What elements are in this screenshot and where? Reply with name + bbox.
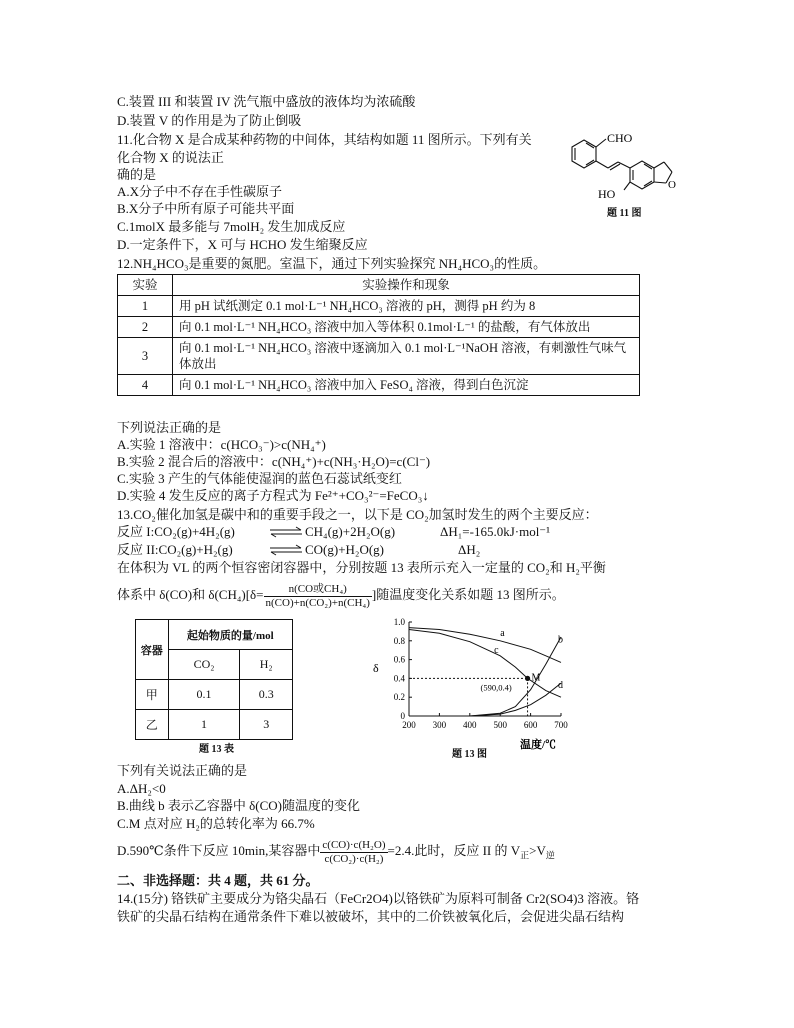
- delta-def-suffix: ]随温度变化关系如题 13 图所示。: [371, 587, 565, 602]
- q14-stem-2: 铁矿的尖晶石结构在通常条件下难以被破坏，其中的二价铁被氧化后，会促进尖晶石结构: [117, 909, 625, 924]
- container-header: 容器: [136, 620, 169, 680]
- table-row: [118, 375, 640, 396]
- section-2-title: 二、非选择题：共 4 题，共 61 分。: [117, 873, 319, 888]
- table-row: [118, 296, 640, 317]
- q13-option-b: B.曲线 b 表示乙容器中 δ(CO)随温度的变化: [117, 798, 361, 813]
- y-tick-label: 1.0: [393, 617, 405, 627]
- table-cell: 1: [168, 710, 240, 740]
- series-c-label: c: [494, 645, 499, 657]
- table-cell: 3: [240, 710, 293, 740]
- table-cell: 0.1: [168, 680, 240, 710]
- table-row: [136, 680, 293, 710]
- q12-option-a: A.实验 1 溶液中：c(HCO₃⁻)>c(NH₄⁺): [117, 437, 326, 452]
- q12-option-d: D.实验 4 发生反应的离子方程式为 Fe²⁺+CO₃²⁻=FeCO₃↓: [117, 488, 429, 503]
- x-tick-label: 400: [463, 720, 477, 730]
- table-header: 实验: [118, 275, 173, 296]
- table-cell: 乙: [136, 710, 169, 740]
- option-d-q10: D.装置 V 的作用是为了防止倒吸: [117, 113, 302, 128]
- equilibrium-arrow-icon: [268, 526, 304, 538]
- h2-header: H₂: [240, 650, 293, 680]
- x-tick-label: 700: [554, 720, 568, 730]
- equilibrium-arrow-icon: [268, 544, 304, 556]
- q11-stem-3: 确的是: [117, 167, 157, 182]
- table-cell: 1: [118, 296, 173, 317]
- q13-option-a: A.ΔH₂<0: [117, 781, 166, 796]
- table-cell: 向 0.1 mol·L⁻¹ NH₄HCO₃ 溶液中加入 FeSO₄ 溶液，得到白色沉淀: [173, 375, 640, 396]
- amount-header: 起始物质的量/mol: [168, 620, 292, 650]
- table-cell: 0.3: [240, 680, 293, 710]
- q11-option-d: D.一定条件下，X 可与 HCHO 发生缩聚反应: [117, 237, 368, 252]
- x-tick-label: 200: [402, 720, 416, 730]
- delta-def-prefix: 体系中 δ(CO)和 δ(CH₄)[δ=: [117, 587, 264, 602]
- series-a-label: a: [500, 628, 505, 640]
- point-m-annotation: (590,0.4): [480, 682, 512, 693]
- y-axis-label: δ: [373, 661, 379, 675]
- table-row: [118, 317, 640, 338]
- x-tick-label: 500: [493, 720, 507, 730]
- fig11-caption: 题 11 图: [607, 208, 642, 219]
- co2-header: CO₂: [168, 650, 240, 680]
- table13-caption: 题 13 表: [199, 744, 234, 755]
- q12-prompt: 下列说法正确的是: [117, 420, 222, 435]
- q12-option-c: C.实验 3 产生的气体能使湿润的蓝色石蕊试纸变红: [117, 471, 402, 486]
- q11-option-b: B.X分子中所有原子可能共平面: [117, 201, 295, 216]
- table-row: [118, 338, 640, 375]
- table-cell: 向 0.1 mol·L⁻¹ NH₄HCO₃ 溶液中加入等体积 0.1mol·L⁻¹ 的盐酸，有气体放出: [173, 317, 640, 338]
- x-tick-label: 300: [432, 720, 447, 730]
- q12-option-b: B.实验 2 混合后的溶液中：c(NH₄⁺)+c(NH₃·H₂O)=c(Cl⁻): [117, 454, 431, 469]
- y-tick-label: 0.4: [393, 673, 405, 684]
- series-b-label: b: [557, 634, 563, 646]
- ho-label: HO: [598, 187, 616, 201]
- table-cell: 3: [118, 338, 173, 375]
- svg-text:O: O: [668, 179, 676, 191]
- reaction-2-enthalpy: ΔH₂: [458, 542, 481, 557]
- reaction-1-right: CH₄(g)+2H₂O(g): [305, 524, 396, 539]
- q14-stem-1: 14.(15分) 铬铁矿主要成分为铬尖晶石（FeCr2O4)以铬铁矿为原料可制备 Cr2(SO4)3 溶液。铬: [117, 891, 640, 906]
- experiment-table: [117, 274, 640, 396]
- reaction-2-left: 反应 II:CO₂(g)+H₂(g): [117, 542, 233, 557]
- q11-option-a: A.X分子中不存在手性碳原子: [117, 184, 283, 199]
- table-header: 实验操作和现象: [173, 275, 640, 296]
- delta-fraction: $\frac{\text{n(CO或CH₄)}}{\text{n(CO)+n(CO₂)+n(CH₄)}}$: [265, 582, 370, 609]
- table-row: [136, 710, 293, 740]
- x-tick-label: 600: [523, 720, 538, 730]
- initial-amount-table: [135, 619, 293, 740]
- q13-stem-2: 在体积为 VL 的两个恒容密闭容器中，分别按题 13 表所示充入一定量的 CO₂和 H₂平衡: [117, 560, 606, 575]
- q13-stem: 13.CO₂催化加氢是碳中和的重要手段之一，以下是 CO₂加氢时发生的两个主要反应：: [117, 507, 598, 522]
- q11-stem-2: 化合物 X 的说法正: [117, 150, 224, 165]
- table-cell: 4: [118, 375, 173, 396]
- q12-stem: 12.NH₄HCO₃是重要的氮肥。室温下，通过下列实验探究 NH₄HCO₃的性质。: [117, 256, 547, 271]
- series-d-label: d: [557, 679, 563, 691]
- point-m-label: M: [531, 672, 541, 684]
- point-m-marker: [525, 676, 530, 681]
- delta-temperature-chart: [365, 614, 585, 762]
- table-cell: 甲: [136, 680, 169, 710]
- y-tick-label: 0.2: [393, 692, 405, 703]
- ratio-fraction: $\frac{\text{c(CO)·c(H₂O)}}{\text{c(CO₂)·c(H₂)}}$: [322, 838, 386, 865]
- cho-label: CHO: [607, 131, 633, 145]
- q11-option-c: C.1molX 最多能与 7molH₂ 发生加成反应: [117, 219, 346, 234]
- reaction-1-left: 反应 I:CO₂(g)+4H₂(g): [117, 524, 235, 539]
- y-tick-label: 0: [400, 711, 405, 721]
- y-tick-label: 0.6: [393, 654, 405, 665]
- fig13-caption: 题 13 图: [452, 749, 487, 760]
- option-c-q10: C.装置 III 和装置 IV 洗气瓶中盛放的液体均为浓硫酸: [117, 94, 416, 109]
- reaction-2-right: CO(g)+H₂O(g): [305, 542, 385, 557]
- x-axis-label: 温度/℃: [520, 739, 557, 751]
- table-cell: 2: [118, 317, 173, 338]
- q11-stem-1: 11.化合物 X 是合成某种药物的中间体，其结构如题 11 图所示。下列有关: [117, 132, 532, 147]
- q13-option-c: C.M 点对应 H₂的总转化率为 66.7%: [117, 816, 315, 831]
- q13-prompt: 下列有关说法正确的是: [117, 763, 248, 778]
- q13-stem-3: [117, 578, 565, 612]
- table-cell: 用 pH 试纸测定 0.1 mol·L⁻¹ NH₄HCO₃ 溶液的 pH，测得 pH 约为 8: [173, 296, 640, 317]
- y-tick-label: 0.8: [393, 635, 405, 646]
- q13-option-d: D.590℃条件下反应 10min,某容器中 $\frac{\text{c(CO)·c(H₂O)}}{\text{c(CO₂)·c(H₂)}}$ =2.4.此时，反应 II 的 $V_正>V_逆$: [117, 838, 555, 865]
- reaction-1-enthalpy: ΔH₁=-165.0kJ·mol⁻¹: [440, 524, 551, 539]
- table-cell: 向 0.1 mol·L⁻¹ NH₄HCO₃ 溶液中逐滴加入 0.1 mol·L⁻¹NaOH 溶液，有刺激性气味气体放出: [173, 338, 640, 375]
